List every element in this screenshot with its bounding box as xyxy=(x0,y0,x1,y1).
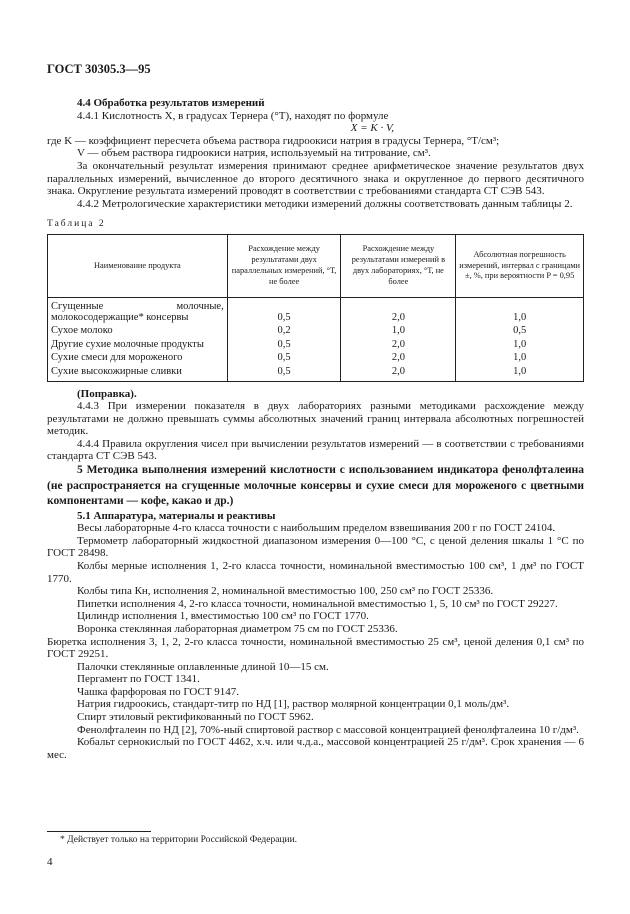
footnote: * Действует только на территории Российской Федерации. xyxy=(60,835,298,845)
table-header-product: Наименование продукта xyxy=(48,234,228,297)
table-cell-name: Другие сухие молочные продукты xyxy=(48,340,228,354)
paragraph-4-4-1: 4.4.1 Кислотность X, в градусах Тернера (°Т), находят по формуле xyxy=(77,109,389,122)
table-header-row xyxy=(48,234,584,297)
table-cell: 0,5 xyxy=(227,340,341,354)
table-cell: 0,5 xyxy=(227,297,341,326)
table-cell: 2,0 xyxy=(341,297,456,326)
list-item: Весы лабораторные 4-го класса точности с наибольшим пределом взвешивания 200 г по ГОСТ 24104. xyxy=(77,522,556,535)
list-item: Воронка стеклянная лабораторная диаметром 75 см по ГОСТ 25336. xyxy=(77,622,398,635)
paragraph-4-4-3: 4.4.3 При измерении показателя в двух лабораториях разными методиками расхождение между результатами не должно превышать суммы абсолютных значений границ интервала абсолютных погрешностей методик. xyxy=(47,400,584,438)
table-cell: 1,0 xyxy=(456,367,584,381)
table-row xyxy=(48,326,584,340)
table-cell: 1,0 xyxy=(456,297,584,326)
list-item: Кобальт сернокислый по ГОСТ 4462, х.ч. или ч.д.а., массовой концентрацией 25 г/дм³. Срок хранения — 6 мес. xyxy=(47,736,584,761)
paragraph-4-4-2: 4.4.2 Метрологические характеристики методики измерений должны соответствовать данным таблицы 2. xyxy=(77,197,573,210)
table-row xyxy=(48,353,584,367)
section-4-4-title: 4.4 Обработка результатов измерений xyxy=(77,97,265,109)
table-caption: Таблица 2 xyxy=(47,219,106,230)
table-header-error: Абсолютная погрешность измерений, интервал с границами ±, %, при вероятности P = 0,95 xyxy=(456,234,584,297)
table-header-labs: Расхождение между результатами измерений в двух лабораториях, °Т, не более xyxy=(341,234,456,297)
list-item: Палочки стеклянные оплавленные длиной 10—15 см. xyxy=(77,660,329,673)
list-item: Термометр лабораторный жидкостной диапазоном измерения 0—100 °С, с ценой деления шкалы 1 °С по ГОСТ 28498. xyxy=(47,534,584,560)
correction-note: (Поправка). xyxy=(77,387,137,400)
section-5-1-title: 5.1 Аппаратура, материалы и реактивы xyxy=(77,509,276,522)
table-cell-name: Сгущенные молочные, молокосодержащие* консервы xyxy=(48,297,228,326)
table-cell: 0,2 xyxy=(227,326,341,340)
list-item: Пипетки исполнения 4, 2-го класса точности, номинальной вместимостью 1, 5, 10 см³ по ГОСТ 29227. xyxy=(77,597,558,610)
section-5-title: 5 Методика выполнения измерений кислотности с использованием индикатора фенолфталеина (не распространяется на сгущенные молочные консервы и сухие смеси для мороженого с цветными компонентами — кофе, какао и др.) xyxy=(47,464,584,508)
table-cell-name: Сухие высокожирные сливки xyxy=(48,367,228,381)
list-item: Спирт этиловый ректификованный по ГОСТ 5962. xyxy=(77,711,314,724)
paragraph-final-result: За окончательный результат измерения принимают среднее арифметическое значение результатов двух параллельных измерений, вычисленное до второго десятичного знака и округленное до первого десятичного знака. Округление результата измерений проводят в соответствии с требованиями стандарта СТ СЭВ 543. xyxy=(47,159,584,198)
list-item: Цилиндр исполнения 1, вместимостью 100 см³ по ГОСТ 1770. xyxy=(77,610,369,623)
table-row xyxy=(48,367,584,381)
list-item: Колбы мерные исполнения 1, 2-го класса точности, номинальной вместимостью 100 см³, 1 дм³ по ГОСТ 1770. xyxy=(47,559,584,585)
table-cell: 2,0 xyxy=(341,353,456,367)
table-cell: 0,5 xyxy=(227,353,341,367)
table-cell-name: Сухое молоко xyxy=(48,326,228,340)
formula: X = K · V, xyxy=(350,122,394,135)
table-cell: 1,0 xyxy=(456,340,584,354)
list-item: Колбы типа Кн, исполнения 2, номинальной вместимостью 100, 250 см³ по ГОСТ 25336. xyxy=(77,585,494,598)
table-cell: 1,0 xyxy=(341,326,456,340)
table-header-parallel: Расхождение между результатами двух параллельных измерений, °Т, не более xyxy=(227,234,341,297)
list-item: Чашка фарфоровая по ГОСТ 9147. xyxy=(77,685,240,698)
table-row xyxy=(48,297,584,326)
list-item: Натрия гидроокись, стандарт-титр по НД [1], раствор молярной концентрации 0,1 моль/дм³. xyxy=(77,698,510,711)
table-cell: 0,5 xyxy=(456,326,584,340)
main-text xyxy=(47,97,584,761)
paragraph-4-4-4: 4.4.4 Правила округления чисел при вычислении результатов измерений — в соответствии с требованиями стандарта СТ СЭВ 543. xyxy=(47,437,584,463)
page-number: 4 xyxy=(47,856,53,868)
table-2 xyxy=(47,234,584,382)
list-item: Фенолфталеин по НД [2], 70%-ный спиртовой раствор с массовой концентрацией фенолфталеина 10 г/дм³. xyxy=(77,723,579,736)
formula-where-v: V — объем раствора гидроокиси натрия, используемый на титрование, см³. xyxy=(77,147,431,160)
footnote-rule xyxy=(47,831,151,832)
table-cell: 2,0 xyxy=(341,340,456,354)
formula-where-k: где K — коэффициент пересчета объема раствора гидроокиси натрия в градусы Тернера, °Т/см³; xyxy=(47,134,500,147)
table-cell-name: Сухие смеси для мороженого xyxy=(48,353,228,367)
table-cell: 2,0 xyxy=(341,367,456,381)
list-item: Бюретка исполнения 3, 1, 2, 2-го класса точности, номинальной вместимостью 25 см³, ценой деления 0,1 см³ по ГОСТ 29251. xyxy=(47,635,584,661)
table-cell: 0,5 xyxy=(227,367,341,381)
table-cell: 1,0 xyxy=(456,353,584,367)
list-item: Пергамент по ГОСТ 1341. xyxy=(77,673,200,686)
table-row xyxy=(48,340,584,354)
document-header: ГОСТ 30305.3—95 xyxy=(47,62,151,76)
